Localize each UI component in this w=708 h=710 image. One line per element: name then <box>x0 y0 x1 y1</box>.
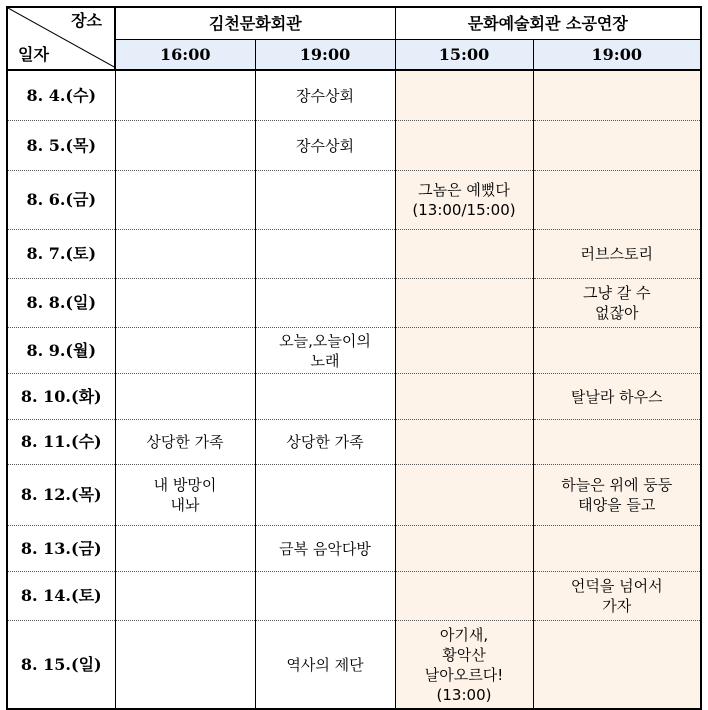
date-cell: 8. 11.(수) <box>7 420 115 465</box>
table-row <box>7 121 701 171</box>
event-cell: 상당한 가족 <box>115 420 255 465</box>
corner-header-cell <box>7 7 115 70</box>
event-cell <box>115 171 255 230</box>
event-cell <box>255 374 395 420</box>
event-cell: 그놈은 예뻤다 (13:00/15:00) <box>395 171 533 230</box>
date-cell: 8. 4.(수) <box>7 70 115 121</box>
date-cell: 8. 9.(월) <box>7 328 115 374</box>
event-cell <box>395 279 533 328</box>
table-row <box>7 279 701 328</box>
event-cell: 탈날라 하우스 <box>533 374 701 420</box>
event-cell <box>533 171 701 230</box>
event-cell <box>533 621 701 710</box>
event-cell <box>533 328 701 374</box>
event-cell <box>533 121 701 171</box>
date-label: 일자 <box>18 45 49 64</box>
event-cell <box>115 374 255 420</box>
event-cell <box>115 279 255 328</box>
event-cell <box>115 328 255 374</box>
event-cell: 그냥 갈 수 없잖아 <box>533 279 701 328</box>
event-cell <box>255 230 395 279</box>
event-cell: 러브스토리 <box>533 230 701 279</box>
event-cell: 금복 음악다방 <box>255 526 395 572</box>
date-cell: 8. 14.(토) <box>7 572 115 621</box>
table-row <box>7 230 701 279</box>
date-cell: 8. 8.(일) <box>7 279 115 328</box>
venue-2-time-2: 19:00 <box>533 40 701 71</box>
date-cell: 8. 7.(토) <box>7 230 115 279</box>
event-cell <box>255 279 395 328</box>
event-cell <box>115 230 255 279</box>
event-cell <box>115 121 255 171</box>
event-cell <box>395 328 533 374</box>
place-label: 장소 <box>71 11 102 30</box>
event-cell <box>395 70 533 121</box>
date-cell: 8. 12.(목) <box>7 465 115 526</box>
table-row <box>7 465 701 526</box>
event-cell <box>533 70 701 121</box>
event-cell <box>395 420 533 465</box>
event-cell <box>533 420 701 465</box>
table-row <box>7 621 701 710</box>
event-cell <box>255 465 395 526</box>
event-cell <box>115 621 255 710</box>
table-row <box>7 572 701 621</box>
event-cell <box>115 572 255 621</box>
event-cell: 내 방망이 내놔 <box>115 465 255 526</box>
event-cell <box>255 171 395 230</box>
schedule-body <box>7 70 701 709</box>
date-cell: 8. 6.(금) <box>7 171 115 230</box>
date-cell: 8. 13.(금) <box>7 526 115 572</box>
event-cell: 상당한 가족 <box>255 420 395 465</box>
event-cell <box>395 374 533 420</box>
event-cell <box>395 572 533 621</box>
table-row <box>7 328 701 374</box>
event-cell <box>395 121 533 171</box>
date-cell: 8. 10.(화) <box>7 374 115 420</box>
venue-1-name: 김천문화회관 <box>115 7 395 40</box>
event-cell <box>533 526 701 572</box>
venue-2-time-1: 15:00 <box>395 40 533 71</box>
venue-2-name: 문화예술회관 소공연장 <box>395 7 701 40</box>
event-cell: 오늘,오늘이의 노래 <box>255 328 395 374</box>
table-row <box>7 70 701 121</box>
table-row <box>7 420 701 465</box>
event-cell: 역사의 제단 <box>255 621 395 710</box>
date-cell: 8. 5.(목) <box>7 121 115 171</box>
event-cell <box>115 526 255 572</box>
table-row <box>7 374 701 420</box>
event-cell <box>395 465 533 526</box>
event-cell <box>395 230 533 279</box>
event-cell: 장수상회 <box>255 70 395 121</box>
event-cell: 아기새, 황악산 날아오르다! (13:00) <box>395 621 533 710</box>
venue-header-row <box>7 7 701 40</box>
venue-1-time-1: 16:00 <box>115 40 255 71</box>
table-row <box>7 171 701 230</box>
table-row <box>7 526 701 572</box>
event-cell <box>255 572 395 621</box>
event-cell: 장수상회 <box>255 121 395 171</box>
event-cell: 언덕을 넘어서 가자 <box>533 572 701 621</box>
event-cell <box>115 70 255 121</box>
event-cell <box>395 526 533 572</box>
performance-schedule-table <box>6 6 702 710</box>
event-cell: 하늘은 위에 둥둥 태양을 들고 <box>533 465 701 526</box>
date-cell: 8. 15.(일) <box>7 621 115 710</box>
venue-1-time-2: 19:00 <box>255 40 395 71</box>
